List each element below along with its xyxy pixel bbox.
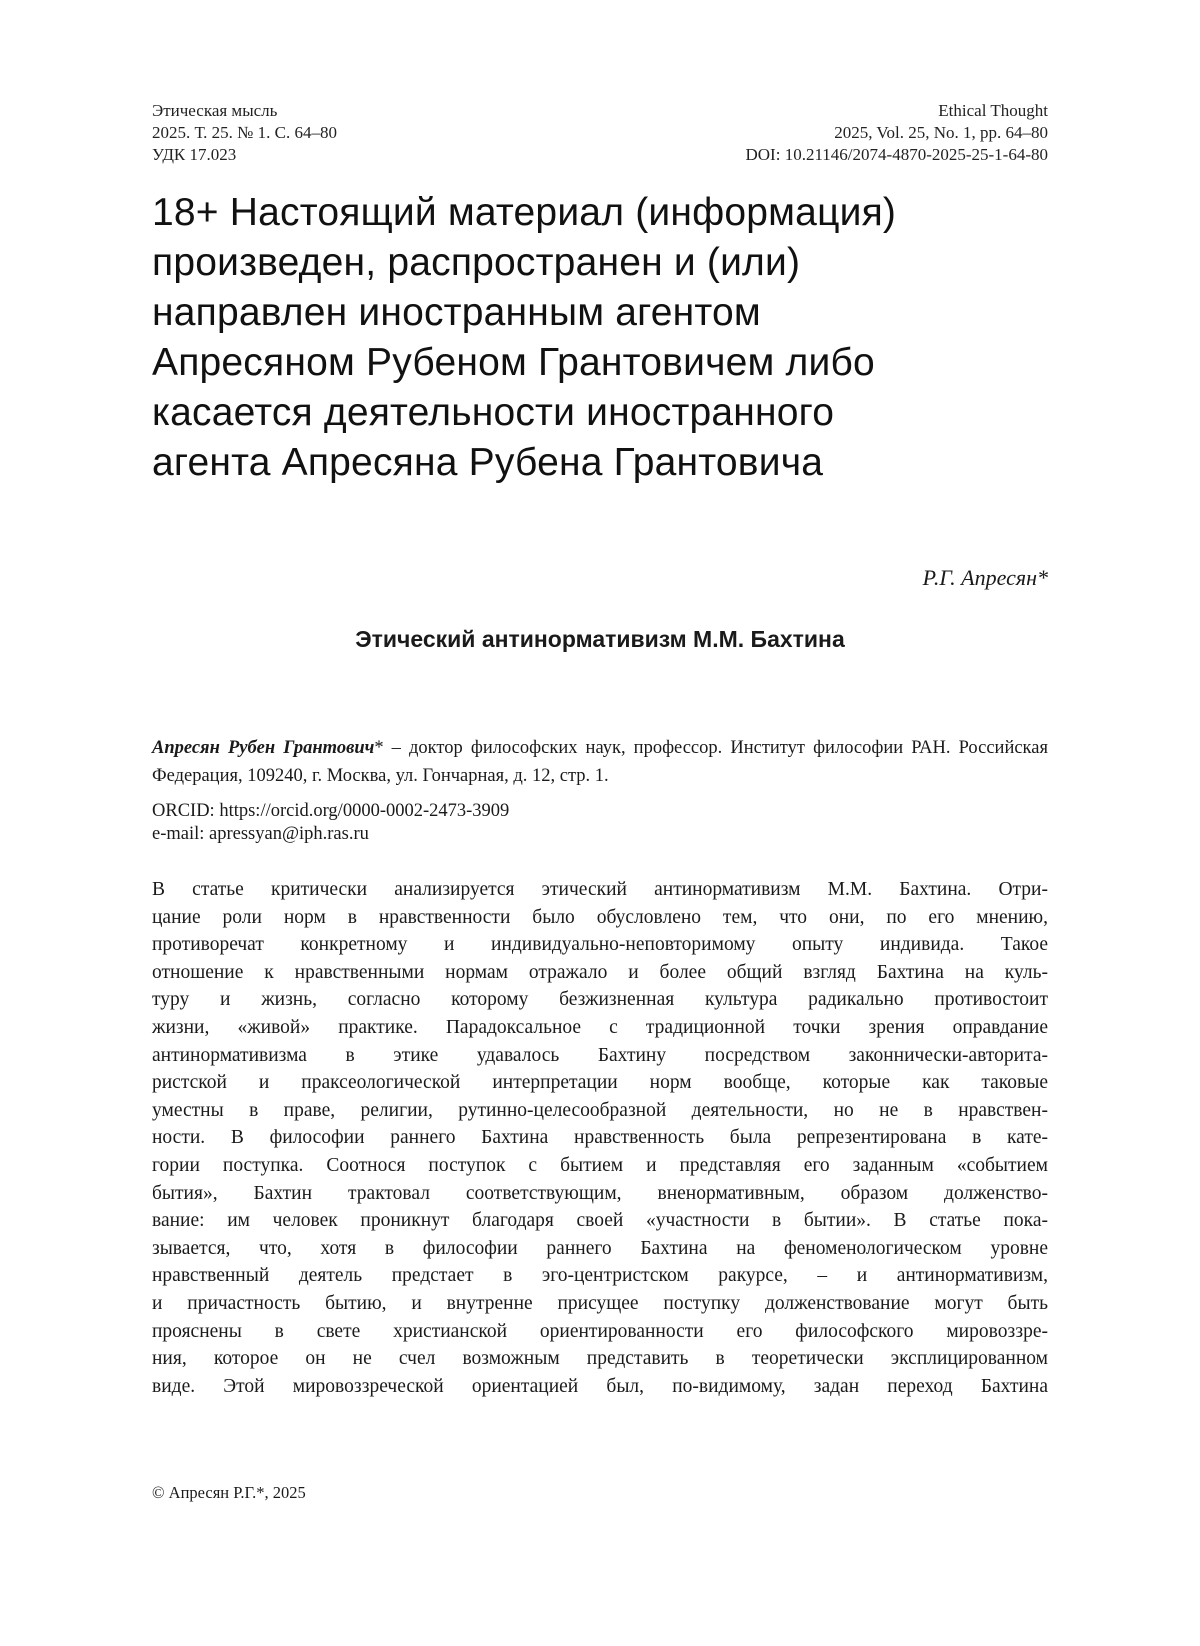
abstract-line: нравственный деятель предстает в эго-центристском ракурсе, – и антинормативизм, <box>152 1265 1048 1287</box>
notice-line: произведен, распространен и (или) <box>152 241 801 284</box>
email-link[interactable]: e-mail: apressyan@iph.ras.ru <box>152 824 369 844</box>
paper-page <box>152 100 1048 1620</box>
abstract-line: и причастность бытию, и внутренне присущее поступку долженствование могут быть <box>152 1292 1048 1314</box>
abstract-line: антинормативизма в этике удавалось Бахтину посредством законнически-авторита- <box>152 1044 1048 1066</box>
journal-name-en: Ethical Thought <box>938 101 1048 120</box>
running-header <box>152 100 1048 166</box>
notice-line: Апресяном Рубеном Грантовичем либо <box>152 341 875 384</box>
abstract-line: гории поступка. Соотнося поступок с бытием и представляя его заданным «событием <box>152 1154 1048 1176</box>
notice-line: 18+ Настоящий материал (информация) <box>152 191 897 234</box>
abstract-line: ности. В философии раннего Бахтина нравственность была репрезентирована в кате- <box>152 1127 1048 1149</box>
abstract-line: ния, которое он не счел возможным представить в теоретически эксплицированном <box>152 1348 1048 1370</box>
foreign-agent-notice <box>152 188 912 488</box>
abstract-line: противоречат конкретному и индивидуально-неповторимому опыту индивида. Такое <box>152 934 1048 956</box>
issue-info-ru: 2025. Т. 25. № 1. С. 64–80 <box>152 123 337 142</box>
author-full-name: Апресян Рубен Грантович <box>152 738 375 758</box>
abstract-line: зывается, что, хотя в философии раннего Бахтина на феноменологическом уровне <box>152 1237 1048 1259</box>
header-left <box>152 100 337 166</box>
notice-line: агента Апресяна Рубена Грантовича <box>152 441 824 484</box>
affiliation-text: – доктор философских наук, профессор. Институт философии РАН. Российская Федерация, 109240, г. Москва, ул. Гончарная, д. 12, стр. 1. <box>152 738 1048 786</box>
author-name-mark: * <box>374 738 384 758</box>
author-short: Р.Г. Апресян* <box>922 565 1048 590</box>
journal-name-ru: Этическая мысль <box>152 101 278 120</box>
notice-line: касается деятельности иностранного <box>152 391 835 434</box>
issue-info-en: 2025, Vol. 25, No. 1, pp. 64–80 <box>834 123 1048 142</box>
author-contacts <box>152 800 1048 846</box>
abstract-line: ристской и праксеологической интерпретации норм вообще, которые как таковые <box>152 1072 1048 1094</box>
abstract-line: виде. Этой мировоззреческой ориентацией был, по-видимому, задан переход Бахтина <box>152 1375 1048 1397</box>
article-title: Этический антинормативизм М.М. Бахтина <box>355 626 845 652</box>
notice-line: направлен иностранным агентом <box>152 291 761 334</box>
abstract-line: уместны в праве, религии, рутинно-целесообразной деятельности, но не в нравствен- <box>152 1099 1048 1121</box>
abstract-line: В статье критически анализируется этический антинормативизм М.М. Бахтина. Отри- <box>152 879 1048 900</box>
doi: DOI: 10.21146/2074-4870-2025-25-1-64-80 <box>745 145 1048 164</box>
orcid-link[interactable]: ORCID: https://orcid.org/0000-0002-2473-3909 <box>152 801 510 821</box>
udc-code: УДК 17.023 <box>152 145 237 164</box>
abstract-line: прояснены в свете христианской ориентированности его философского мировоззре- <box>152 1320 1048 1342</box>
author-affiliation <box>152 734 1048 790</box>
abstract <box>152 876 1048 1400</box>
abstract-line: отношение к нравственными нормам отражало и более общий взгляд Бахтина на куль- <box>152 961 1048 983</box>
abstract-line: бытия», Бахтин трактовал соответствующим, вненормативным, образом долженство- <box>152 1182 1048 1204</box>
abstract-line: вание: им человек проникнут благодаря своей «участности в бытии». В статье пока- <box>152 1210 1048 1232</box>
abstract-line: туру и жизнь, согласно которому безжизненная культура радикально противостоит <box>152 989 1048 1011</box>
header-right <box>746 100 1049 166</box>
abstract-line: жизни, «живой» практике. Парадоксальное с традиционной точки зрения оправдание <box>152 1016 1048 1038</box>
abstract-line: цание роли норм в нравственности было обусловлено тем, что они, по его мнению, <box>152 906 1048 928</box>
copyright-notice: © Апресян Р.Г.*, 2025 <box>152 1483 306 1502</box>
